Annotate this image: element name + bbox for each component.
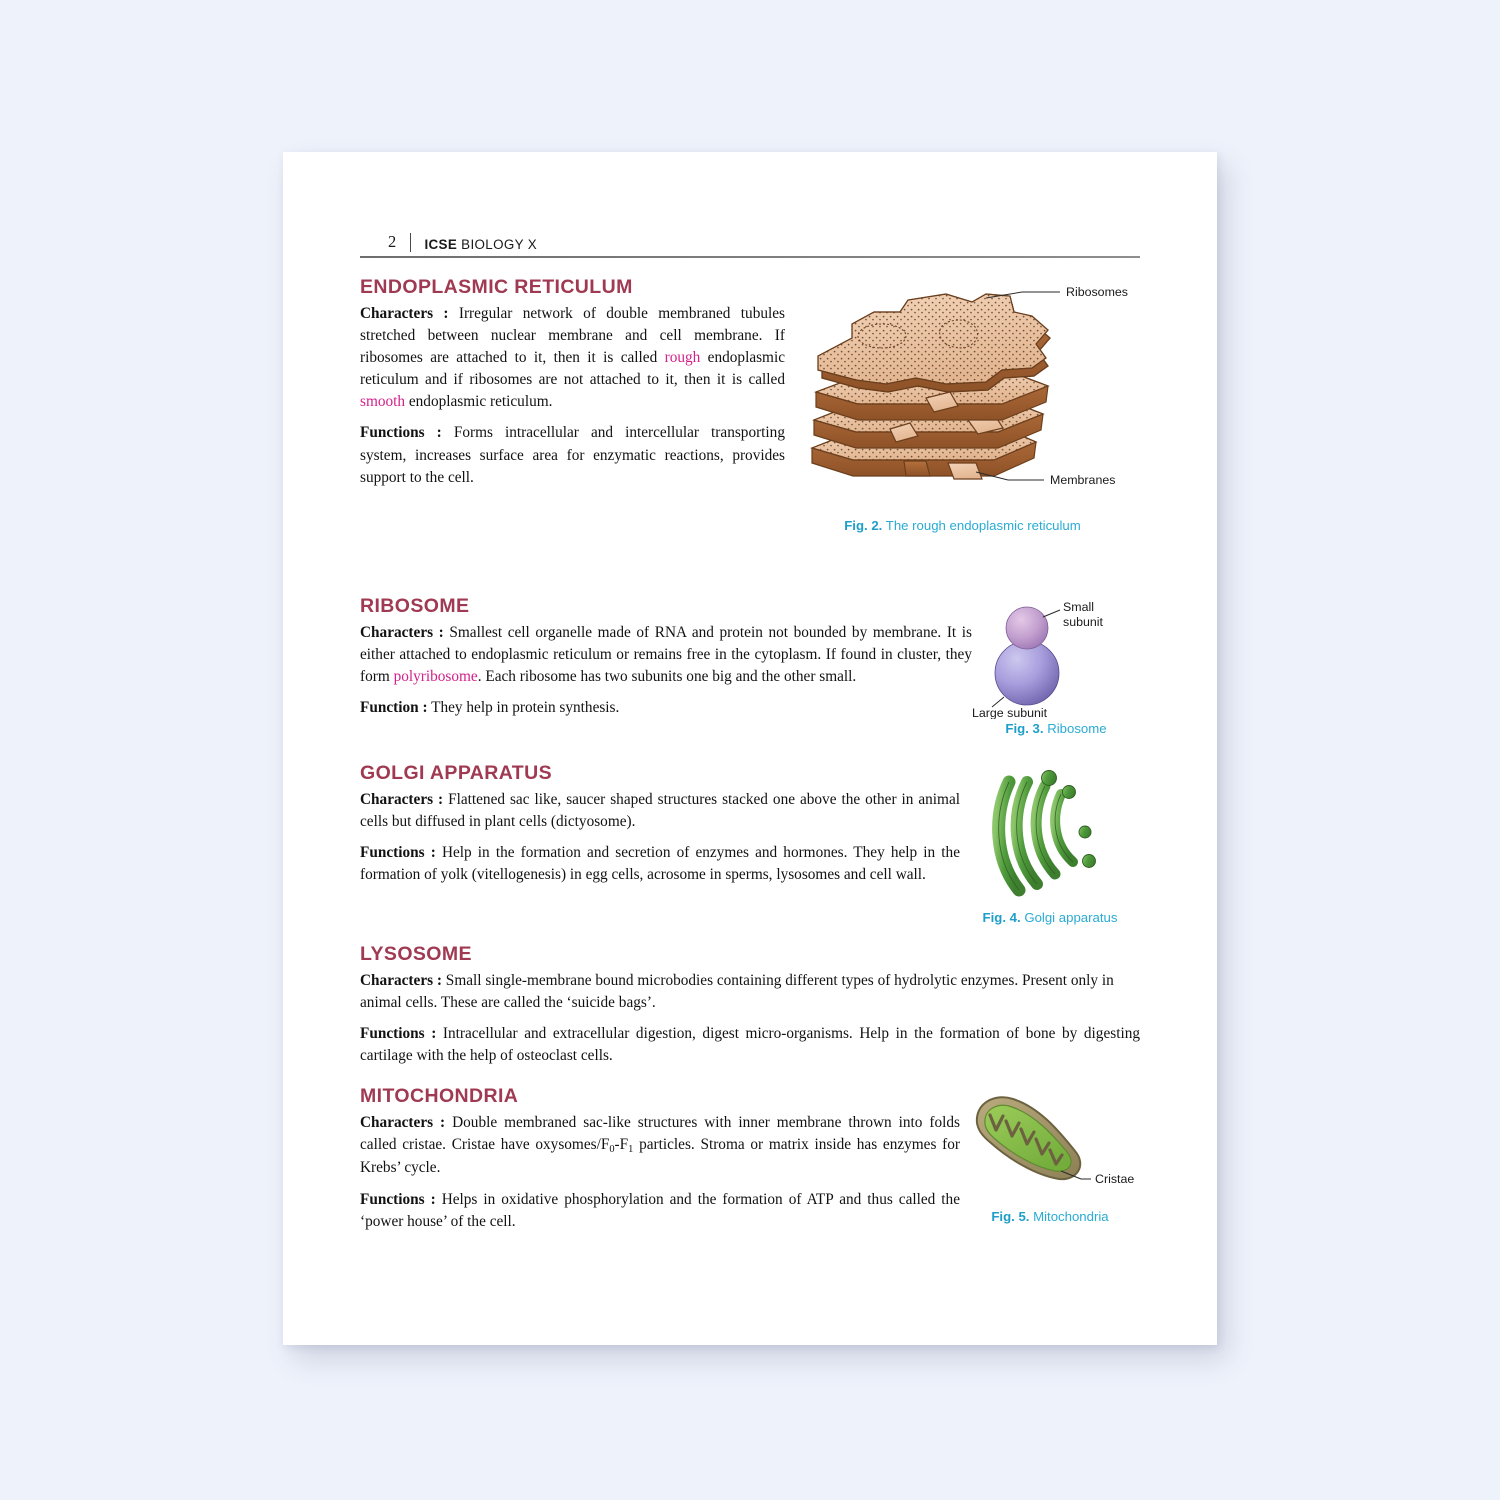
caption-figure-5	[991, 1209, 1108, 1224]
caption-figure-2-text: The rough endoplasmic reticulum	[882, 518, 1081, 533]
ribosome-illustration	[972, 597, 1140, 719]
lysosome-functions-text: Intracellular and extracellular digestion, digest micro-organisms. Help in the formation of bone by digesting cartilage with the help of osteoclast cells.	[360, 1025, 1140, 1065]
caption-figure-2-number: Fig. 2.	[844, 518, 883, 533]
figure-rough-er	[785, 276, 1140, 533]
er-characters-label: Characters :	[360, 305, 449, 322]
figure-mitochondria	[960, 1085, 1140, 1224]
book-title-bold: ICSE	[424, 237, 458, 252]
ribosome-characters-paragraph	[360, 622, 972, 688]
running-header	[360, 230, 1140, 252]
section-ribosome	[360, 595, 1140, 736]
mitochondria-functions-label: Functions :	[360, 1190, 436, 1208]
ribosome-functions-paragraph	[360, 697, 972, 719]
heading-mitochondria: MITOCHONDRIA	[360, 1085, 519, 1108]
caption-figure-2	[844, 518, 1081, 533]
ribosome-functions-label: Function :	[360, 699, 428, 717]
ribosome-label-small-2: subunit	[1063, 615, 1103, 629]
mitochondria-functions-paragraph	[360, 1189, 960, 1233]
section-endoplasmic-reticulum	[360, 276, 1140, 533]
er-functions-paragraph	[360, 422, 785, 488]
caption-figure-5-number: Fig. 5.	[991, 1209, 1030, 1225]
header-divider	[410, 233, 411, 252]
lysosome-functions-label: Functions :	[360, 1025, 437, 1043]
er-characters-text-2: endoplasmic reticulum and if ribosomes are not attached to it, then it is called	[360, 349, 785, 389]
golgi-characters-text: Flattened sac like, saucer shaped structures stacked one above the other in animal cells but diffused in plant cells (dictyosome).	[360, 791, 960, 831]
mitochondria-characters-paragraph	[360, 1112, 960, 1179]
mitochondria-characters-text-1: Double membraned sac-like structures with inner membrane thrown into folds called cristae. Cristae have oxysomes/F	[360, 1114, 960, 1154]
caption-figure-3	[1005, 721, 1106, 736]
ribosome-highlight-polyribosome: polyribosome	[393, 668, 478, 686]
page-number: 2	[388, 232, 397, 251]
section-golgi-apparatus	[360, 762, 1140, 925]
caption-figure-5-text: Mitochondria	[1029, 1209, 1109, 1225]
section-mitochondria	[360, 1085, 1140, 1232]
golgi-characters-paragraph	[360, 789, 960, 833]
caption-figure-3-text: Ribosome	[1043, 721, 1107, 736]
mitochondria-functions-text: Helps in oxidative phosphorylation and the formation of ATP and thus called the ‘power house’ of the cell.	[360, 1190, 960, 1230]
book-title-rest: BIOLOGY X	[457, 237, 538, 252]
golgi-illustration	[975, 764, 1125, 904]
ribosome-label-large: Large subunit	[972, 706, 1048, 719]
ribosome-functions-text: They help in protein synthesis.	[427, 699, 620, 717]
er-functions-label: Functions :	[360, 424, 442, 442]
document-page	[283, 152, 1217, 1345]
golgi-functions-label: Functions :	[360, 844, 436, 862]
heading-ribosome: RIBOSOME	[360, 595, 470, 617]
figure-ribosome	[972, 595, 1140, 736]
rough-er-illustration	[798, 280, 1128, 512]
mitochondria-characters-label: Characters :	[360, 1114, 446, 1132]
ribosome-label-small-1: Small	[1063, 600, 1094, 614]
mitochondria-characters-text-2: -F	[614, 1136, 629, 1154]
ribosome-characters-label: Characters :	[360, 624, 444, 641]
er-characters-text-3: endoplasmic reticulum.	[405, 393, 553, 411]
figure-golgi	[960, 762, 1140, 925]
lysosome-functions-paragraph	[360, 1023, 1140, 1067]
caption-figure-4-number: Fig. 4.	[982, 910, 1021, 925]
lysosome-characters-paragraph	[360, 970, 1140, 1014]
header-rule	[360, 256, 1140, 258]
lysosome-characters-text: Small single-membrane bound microbodies containing different types of hydrolytic enzymes. Present only in animal cells. These are called the ‘suicide bags’.	[360, 972, 1114, 1012]
lysosome-characters-label: Characters :	[360, 972, 442, 989]
caption-figure-3-number: Fig. 3.	[1005, 721, 1044, 736]
er-functions-text: Forms intracellular and intercellular transporting system, increases surface area for enzymatic reactions, provides support to the cell.	[360, 424, 785, 486]
golgi-characters-label: Characters :	[360, 791, 444, 808]
ribosome-characters-text-2: . Each ribosome has two subunits one big and the other small.	[477, 668, 857, 686]
heading-golgi-apparatus: GOLGI APPARATUS	[360, 762, 552, 784]
ribosome-characters-text-1: Smallest cell organelle made of RNA and protein not bounded by membrane. It is either attached to endoplasmic reticulum or remains free in the cytoplasm. If found in cluster, they form	[360, 624, 973, 686]
er-label-membranes: Membranes	[1049, 473, 1115, 487]
er-characters-text-1: Irregular network of double membraned tubules stretched between nuclear membrane and cell membrane. If ribosomes are attached to it, then it is called	[360, 305, 785, 367]
caption-figure-4	[983, 910, 1118, 925]
section-lysosome	[360, 943, 1140, 1067]
mitochondria-label-cristae: Cristae	[1095, 1172, 1135, 1187]
caption-figure-4-text: Golgi apparatus	[1020, 910, 1118, 925]
er-highlight-rough: rough	[664, 349, 701, 367]
heading-endoplasmic-reticulum: ENDOPLASMIC RETICULUM	[360, 276, 633, 298]
book-title	[424, 237, 537, 252]
mitochondria-subscript-1: 1	[628, 1144, 634, 1156]
golgi-functions-paragraph	[360, 842, 960, 886]
heading-lysosome: LYSOSOME	[360, 943, 472, 965]
mitochondria-characters-text-3: particles. Stroma or matrix inside has enzymes for Krebs’ cycle.	[360, 1136, 960, 1177]
mitochondria-subscript-0: 0	[609, 1144, 615, 1156]
er-label-ribosomes: Ribosomes	[1065, 285, 1128, 299]
er-characters-paragraph	[360, 303, 785, 413]
er-highlight-smooth: smooth	[360, 393, 406, 411]
golgi-functions-text: Help in the formation and secretion of enzymes and hormones. They help in the formation of yolk (vitellogenesis) in egg cells, acrosome in sperms, lysosomes and cell wall.	[360, 844, 960, 884]
mitochondria-illustration	[965, 1089, 1135, 1199]
